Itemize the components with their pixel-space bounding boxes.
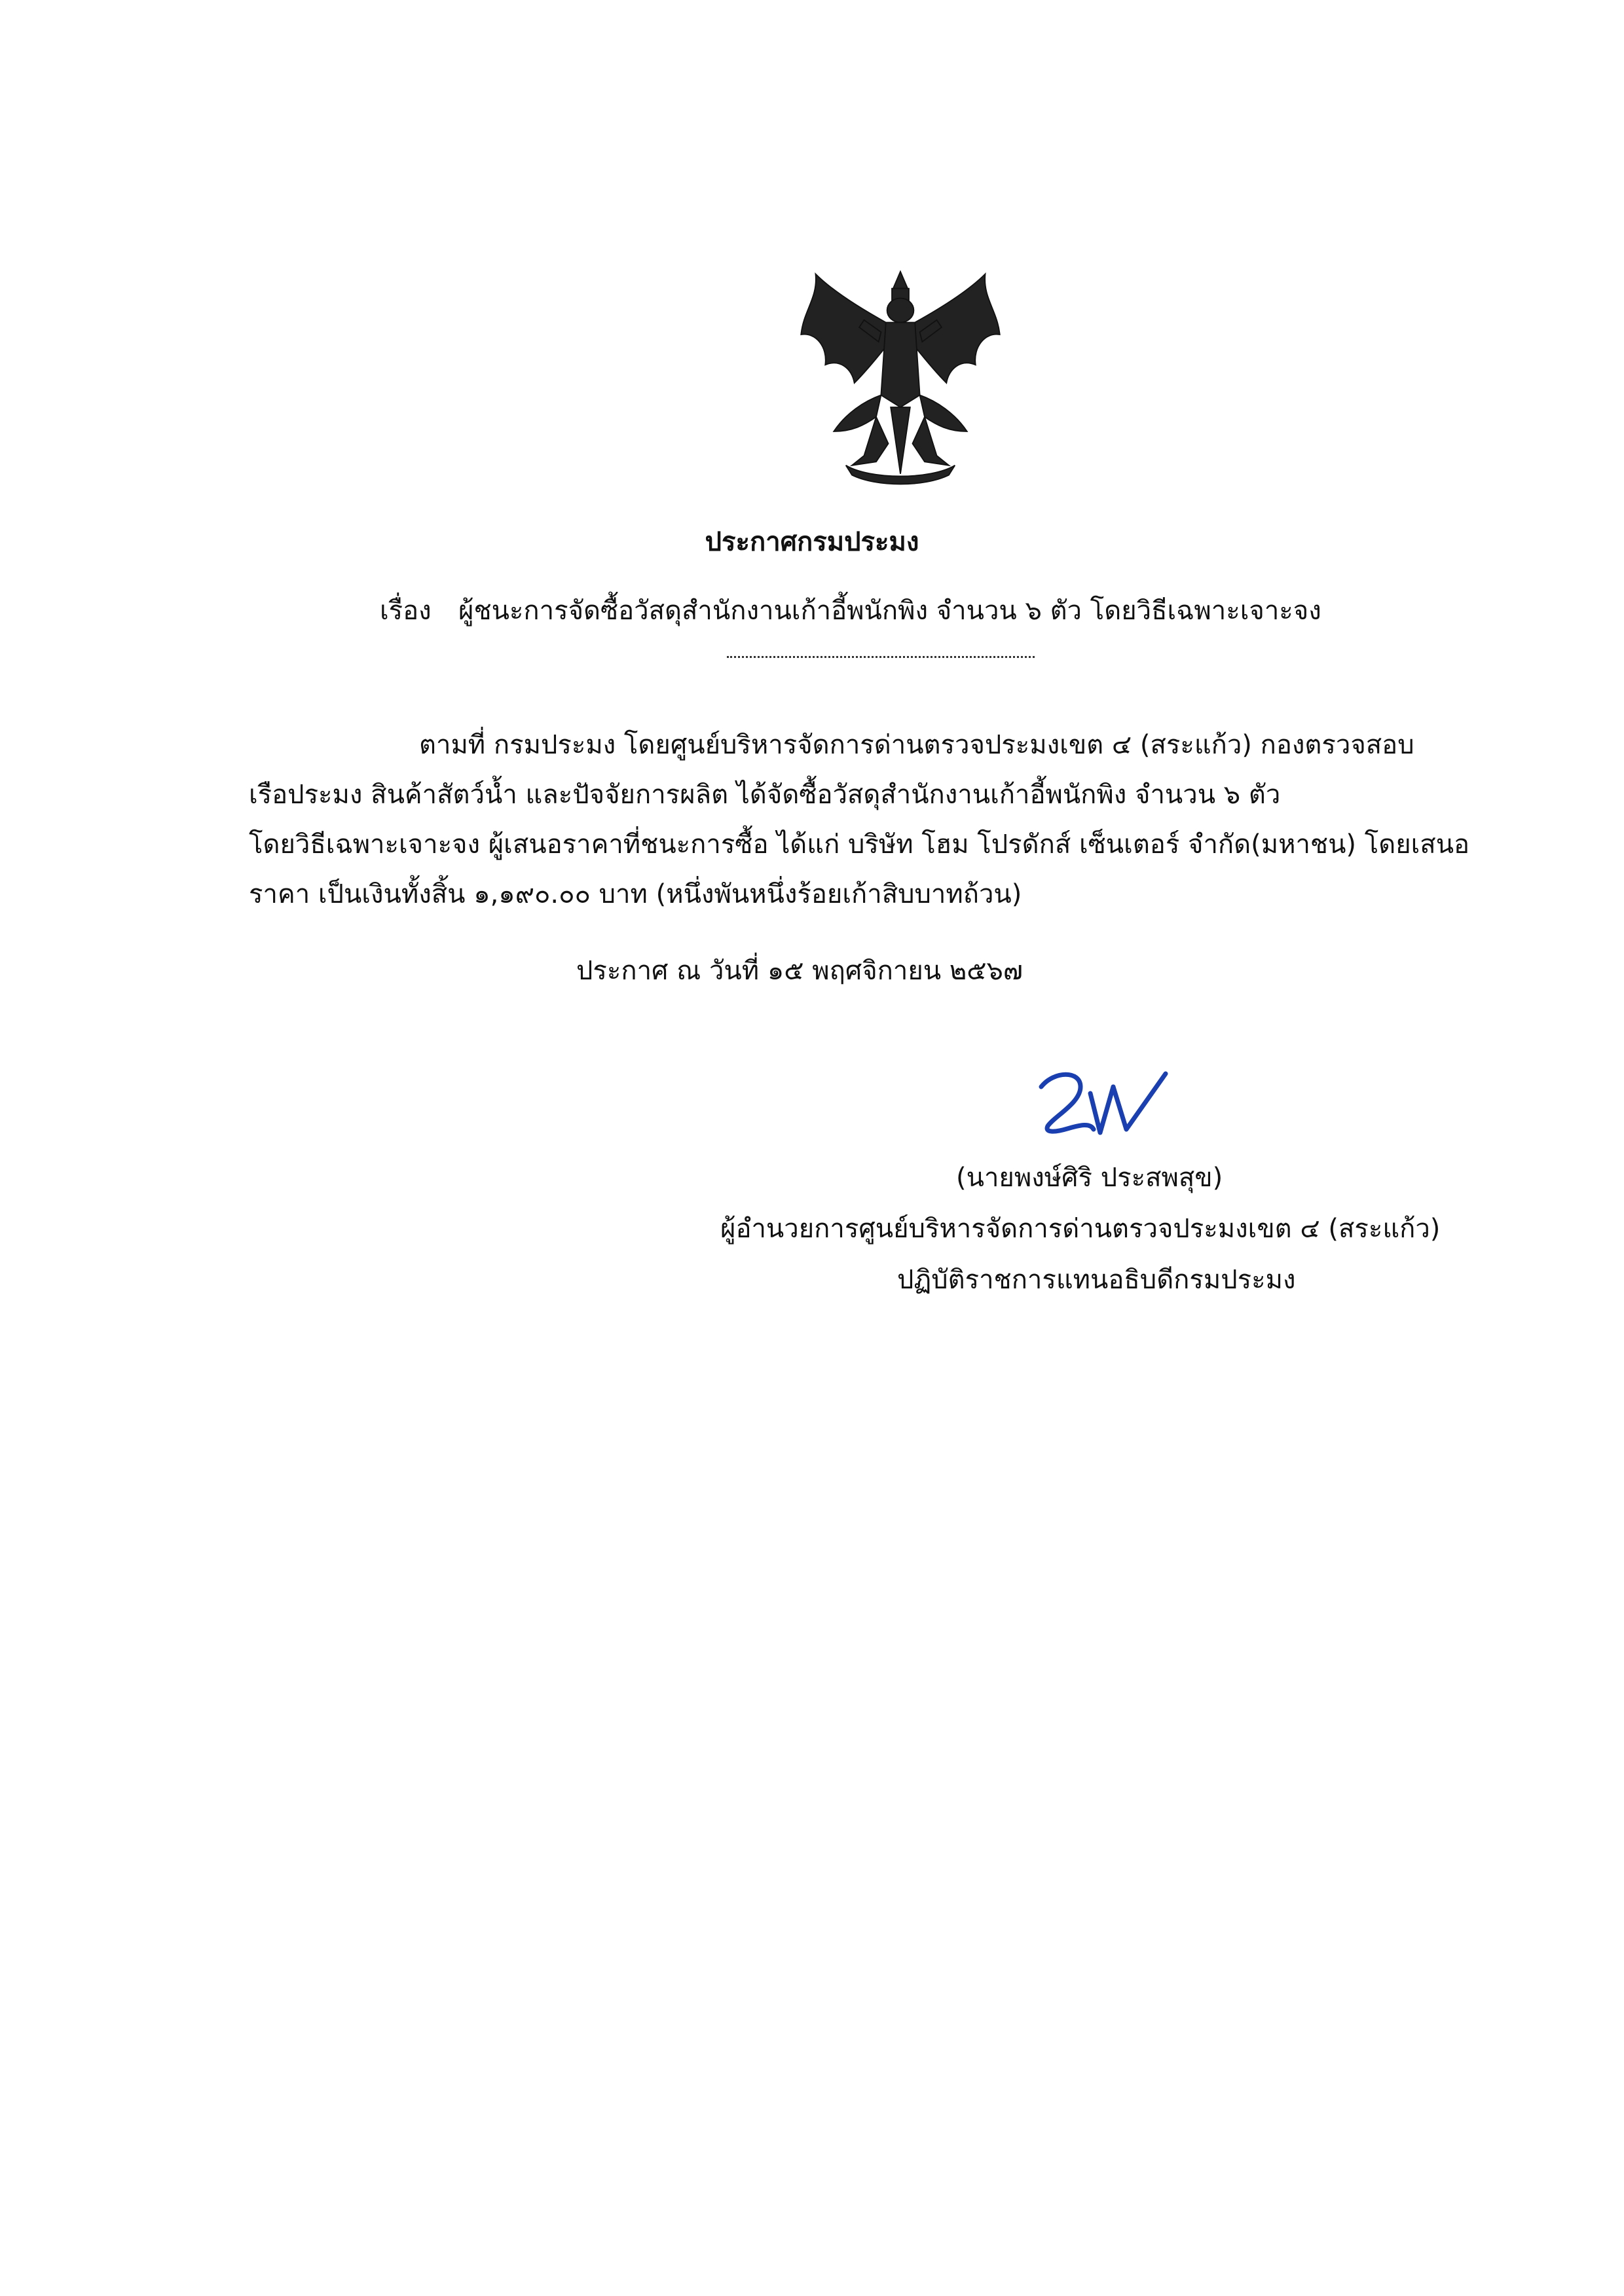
subject-line: [380, 592, 1493, 629]
body-line: ราคา เป็นเงินทั้งสิ้น ๑,๑๙๐.๐๐ บาท (หนึ่งพันหนึ่งร้อยเก้าสิบบาทถ้วน): [249, 879, 1022, 909]
signer-acting: ปฏิบัติราชการแทนอธิบดีกรมประมง: [897, 1265, 1296, 1295]
announcement-title: ประกาศกรมประมง: [705, 527, 919, 557]
body-line: ตามที่ กรมประมง โดยศูนย์บริหารจัดการด่านตรวจประมงเขต ๔ (สระแก้ว) กองตรวจสอบ: [419, 730, 1414, 760]
dotted-divider: [727, 656, 1035, 658]
subject-text: ผู้ชนะการจัดซื้อวัสดุสำนักงานเก้าอี้พนักพิง จำนวน ๖ ตัว โดยวิธีเฉพาะเจาะจง: [458, 596, 1321, 626]
subject-label: เรื่อง: [380, 596, 432, 626]
body-paragraph: [249, 720, 1519, 919]
signer-position: ผู้อำนวยการศูนย์บริหารจัดการด่านตรวจประมงเขต ๔ (สระแก้ว): [720, 1214, 1441, 1244]
handwritten-signature-icon: [1028, 1061, 1198, 1152]
body-line: โดยวิธีเฉพาะเจาะจง ผู้เสนอราคาที่ชนะการซื้อ ได้แก่ บริษัท โฮม โปรดักส์ เซ็นเตอร์ จำกัด(มหาชน) โดยเสนอ: [249, 829, 1470, 860]
signer-name: (นายพงษ์ศิริ ประสพสุข): [956, 1163, 1223, 1193]
body-line: เรือประมง สินค้าสัตว์น้ำ และปัจจัยการผลิต ได้จัดซื้อวัสดุสำนักงานเก้าอี้พนักพิง จำนวน ๖ ตัว: [249, 780, 1281, 810]
garuda-emblem-icon: [779, 262, 1022, 504]
announcement-date: ประกาศ ณ วันที่ ๑๕ พฤศจิกายน ๒๕๖๗: [576, 956, 1023, 986]
signature-block: [720, 1152, 1572, 1305]
